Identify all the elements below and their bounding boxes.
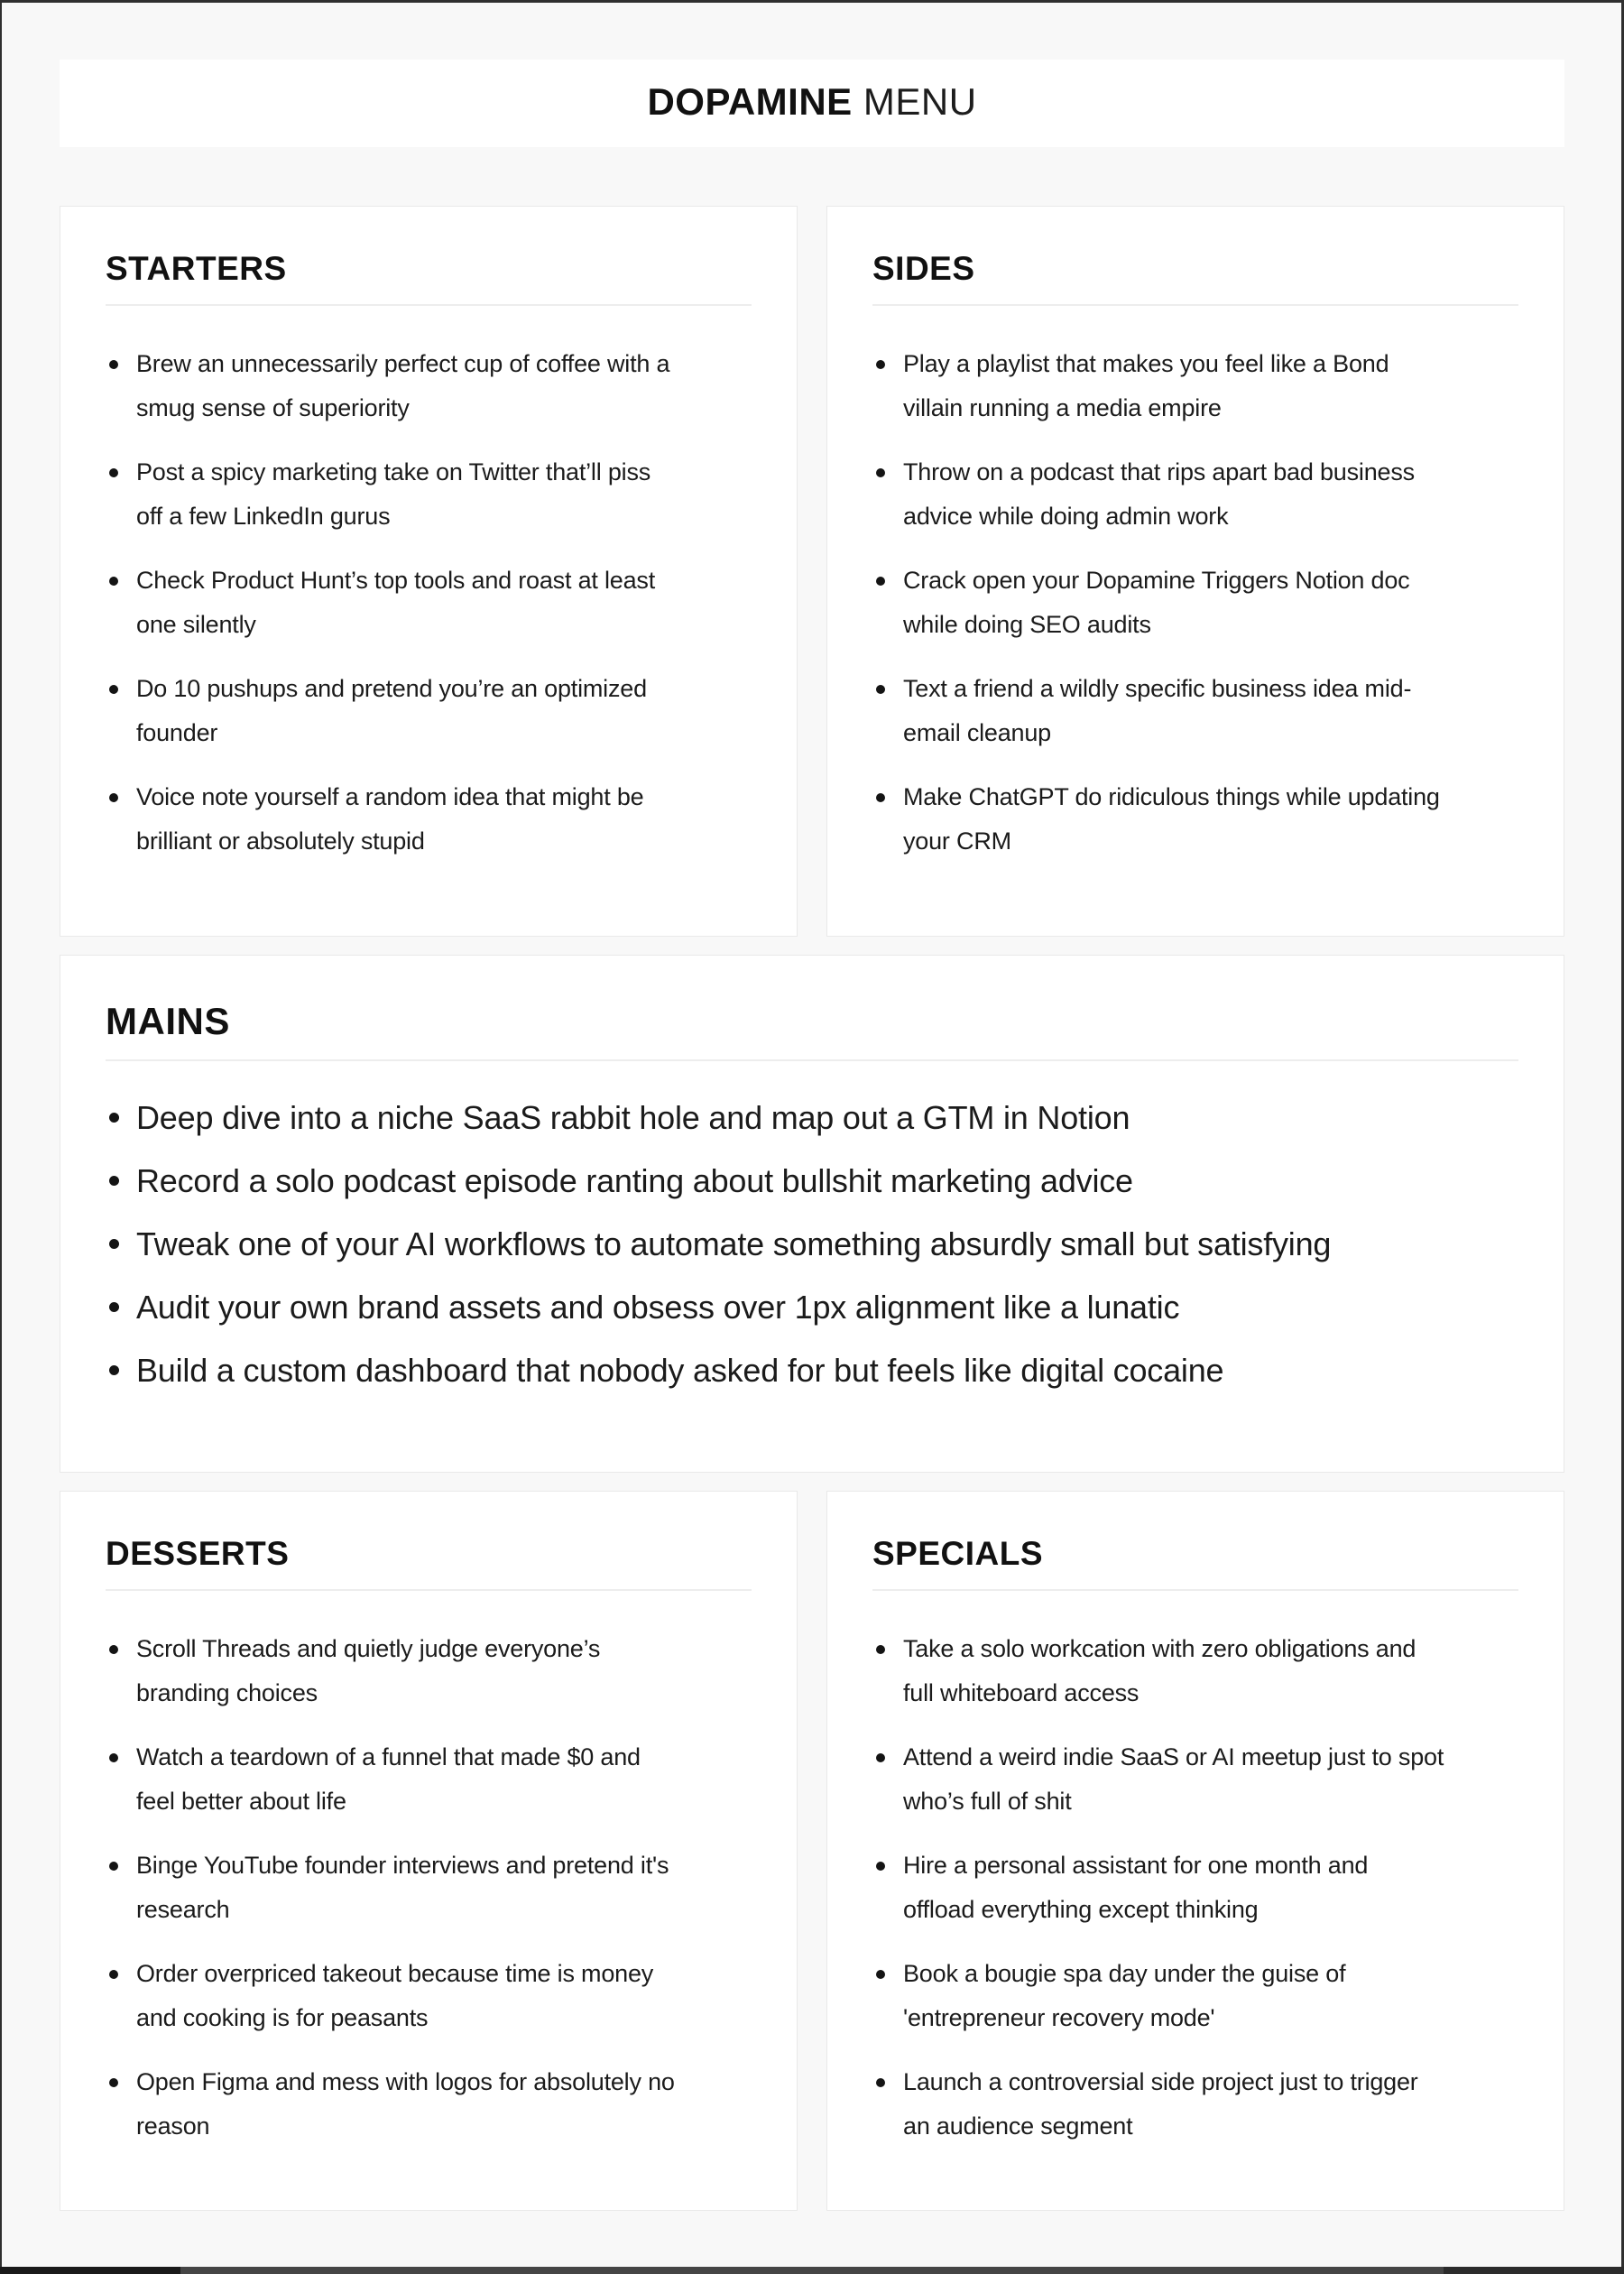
specials-list bbox=[872, 1627, 1518, 2149]
section-title-sides: SIDES bbox=[872, 250, 975, 287]
list-item: Throw on a podcast that rips apart bad business advice while doing admin work bbox=[872, 450, 1444, 539]
list-item: Order overpriced takeout because time is money and cooking is for peasants bbox=[106, 1952, 678, 2040]
list-item: Text a friend a wildly specific business idea mid-email cleanup bbox=[872, 667, 1444, 755]
mains-list bbox=[106, 1095, 1518, 1392]
section-divider bbox=[872, 1589, 1518, 1591]
list-item: Check Product Hunt’s top tools and roast at least one silently bbox=[106, 559, 678, 647]
header-band bbox=[60, 60, 1564, 147]
list-item: Voice note yourself a random idea that might be brilliant or absolutely stupid bbox=[106, 775, 678, 864]
list-item: Scroll Threads and quietly judge everyone’s branding choices bbox=[106, 1627, 678, 1715]
list-item: Crack open your Dopamine Triggers Notion doc while doing SEO audits bbox=[872, 559, 1444, 647]
section-card-starters bbox=[60, 206, 798, 937]
list-item: Audit your own brand assets and obsess over 1px alignment like a lunatic bbox=[106, 1285, 1518, 1329]
section-divider bbox=[106, 304, 752, 306]
list-item: Tweak one of your AI workflows to automate something absurdly small but satisfying bbox=[106, 1222, 1518, 1266]
section-title-starters: STARTERS bbox=[106, 250, 287, 287]
list-item: Post a spicy marketing take on Twitter that’ll piss off a few LinkedIn gurus bbox=[106, 450, 678, 539]
list-item: Hire a personal assistant for one month and offload everything except thinking bbox=[872, 1844, 1444, 1932]
list-item: Do 10 pushups and pretend you’re an optimized founder bbox=[106, 667, 678, 755]
list-item: Brew an unnecessarily perfect cup of coffee with a smug sense of superiority bbox=[106, 342, 678, 430]
section-card-specials bbox=[826, 1491, 1564, 2211]
list-item: Open Figma and mess with logos for absolutely no reason bbox=[106, 2060, 678, 2149]
horizontal-scrollbar-thumb[interactable] bbox=[0, 2267, 180, 2274]
list-item: Binge YouTube founder interviews and pretend it's research bbox=[106, 1844, 678, 1932]
page-title bbox=[60, 60, 1564, 121]
section-divider bbox=[872, 304, 1518, 306]
list-item: Record a solo podcast episode ranting about bullshit marketing advice bbox=[106, 1159, 1518, 1203]
list-item: Watch a teardown of a funnel that made $0 and feel better about life bbox=[106, 1735, 678, 1824]
list-item: Take a solo workcation with zero obligations and full whiteboard access bbox=[872, 1627, 1444, 1715]
list-item: Build a custom dashboard that nobody asked for but feels like digital cocaine bbox=[106, 1348, 1518, 1392]
list-item: Deep dive into a niche SaaS rabbit hole and map out a GTM in Notion bbox=[106, 1095, 1518, 1140]
section-title-mains: MAINS bbox=[106, 1000, 230, 1042]
section-card-desserts bbox=[60, 1491, 798, 2211]
section-card-sides bbox=[826, 206, 1564, 937]
starters-list bbox=[106, 342, 752, 864]
section-divider bbox=[106, 1589, 752, 1591]
list-item: Make ChatGPT do ridiculous things while updating your CRM bbox=[872, 775, 1444, 864]
section-divider bbox=[106, 1059, 1518, 1061]
page-title-space bbox=[853, 80, 863, 123]
horizontal-scrollbar-track[interactable] bbox=[0, 2267, 1624, 2274]
list-item: Launch a controversial side project just to trigger an audience segment bbox=[872, 2060, 1444, 2149]
section-title-specials: SPECIALS bbox=[872, 1535, 1044, 1572]
page-title-bold: DOPAMINE bbox=[647, 80, 853, 123]
desserts-list bbox=[106, 1627, 752, 2149]
scrollbar-corner bbox=[1444, 2267, 1624, 2274]
list-item: Attend a weird indie SaaS or AI meetup just to spot who’s full of shit bbox=[872, 1735, 1444, 1824]
section-card-mains bbox=[60, 955, 1564, 1473]
page-title-light: MENU bbox=[863, 80, 977, 123]
sides-list bbox=[872, 342, 1518, 864]
section-title-desserts: DESSERTS bbox=[106, 1535, 290, 1572]
list-item: Play a playlist that makes you feel like a Bond villain running a media empire bbox=[872, 342, 1444, 430]
list-item: Book a bougie spa day under the guise of 'entrepreneur recovery mode' bbox=[872, 1952, 1444, 2040]
